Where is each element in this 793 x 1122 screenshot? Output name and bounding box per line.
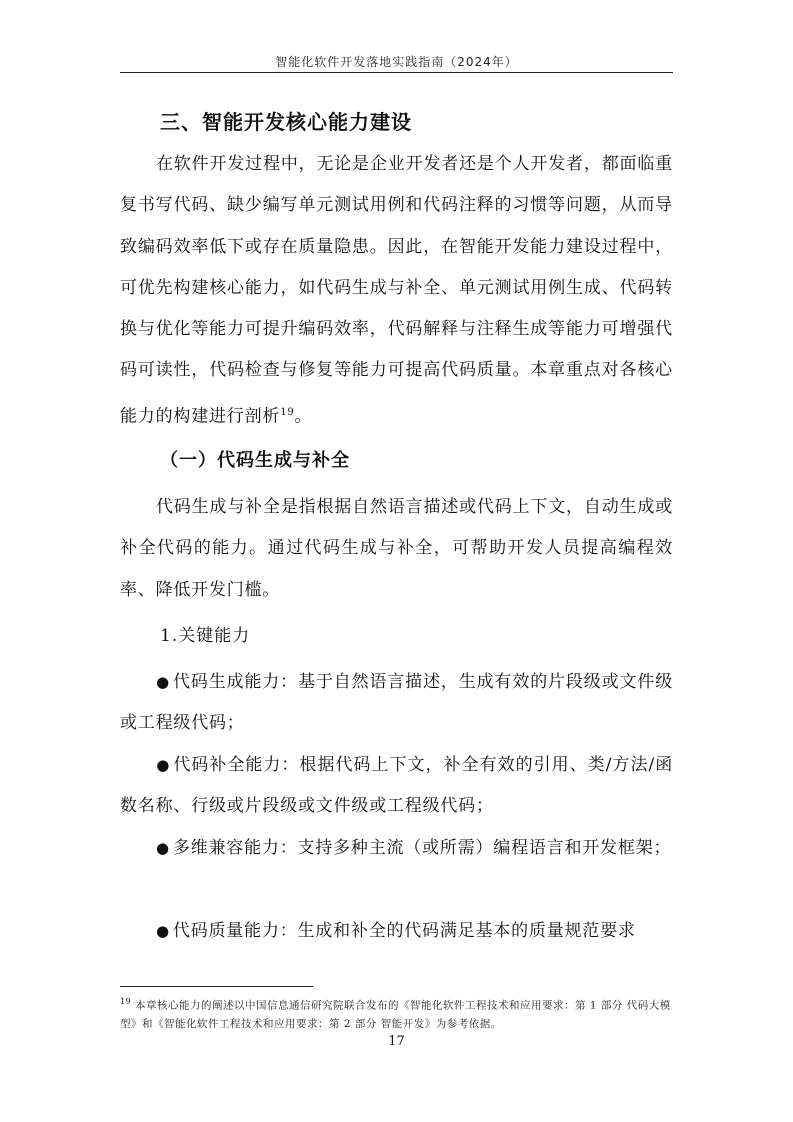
page-number: 17 [388, 1034, 405, 1049]
bullet-icon: ● [156, 756, 171, 774]
section-heading: 三、智能开发核心能力建设 [160, 110, 412, 134]
subsection-heading: （一）代码生成与补全 [160, 450, 350, 471]
capability-item: ● 代码补全能力：根据代码上下文，补全有效的引用、类/方法/函数名称、行级或片段级或文件级或工程级代码； [120, 755, 674, 817]
header-divider [120, 72, 673, 73]
subsection-paragraph: 代码生成与补全是指根据自然语言描述或代码上下文，自动生成或补全代码的能力。通过代码生成与补全，可帮助开发人员提高编程效率、降低开发门槛。 [120, 497, 673, 600]
footnote-divider [120, 986, 313, 987]
capability-item: ● 代码生成能力：基于自然语言描述，生成有效的片段级或文件级或工程级代码； [120, 672, 673, 734]
footnote-text: 本章核心能力的阐述以中国信息通信研究院联合发布的《智能化软件工程技术和应用要求：第 1 部分 代码大模型》和《智能化软件工程技术和应用要求：第 2 部分 智能开发》为参考依据。 [120, 999, 671, 1030]
footnote-ref[interactable]: 19 [280, 406, 295, 418]
footnote-number: 19 [120, 997, 132, 1006]
key-capabilities-heading: 1.关键能力 [160, 626, 251, 646]
capability-item: ● 代码质量能力：生成和补全的代码满足基本的质量规范要求 [156, 921, 636, 941]
capability-item: ● 多维兼容能力：支持多种主流（或所需）编程语言和开发框架； [156, 838, 672, 858]
bullet-icon: ● [156, 839, 170, 857]
bullet-icon: ● [156, 922, 170, 940]
bullet-icon: ● [156, 673, 171, 691]
footnote [120, 993, 673, 1033]
running-header: 智能化软件开发落地实践指南（2024年） [275, 55, 518, 69]
intro-paragraph: 在软件开发过程中，无论是企业开发者还是个人开发者，都面临重复书写代码、缺少编写单元测试用例和代码注释的习惯等问题，从而导致编码效率低下或存在质量隐患。因此，在智能开发能力建设过程中，可优先构建核心能力，如代码生成与补全、单元测试用例生成、代码转换与优化等能力可提升编码效率，代码解释与注释生成等能力可增强代码可读性，代码检查与修复等能力可提高代码质量。本章重点对各核心能力的构建进行剖析$^{19}$。 [120, 154, 673, 427]
intro-text: 在软件开发过程中，无论是企业开发者还是个人开发者，都面临重复书写代码、缺少编写单元测试用例和代码注释的习惯等问题，从而导致编码效率低下或存在质量隐患。因此，在智能开发能力建设过程中，可优先构建核心能力，如代码生成与补全、单元测试用例生成、代码转换与优化等能力可提升编码效率，代码解释与注释生成等能力可增强代码可读性，代码检查与修复等能力可提高代码质量。本章重点对各核心能力的构建进行剖析 [120, 154, 673, 427]
